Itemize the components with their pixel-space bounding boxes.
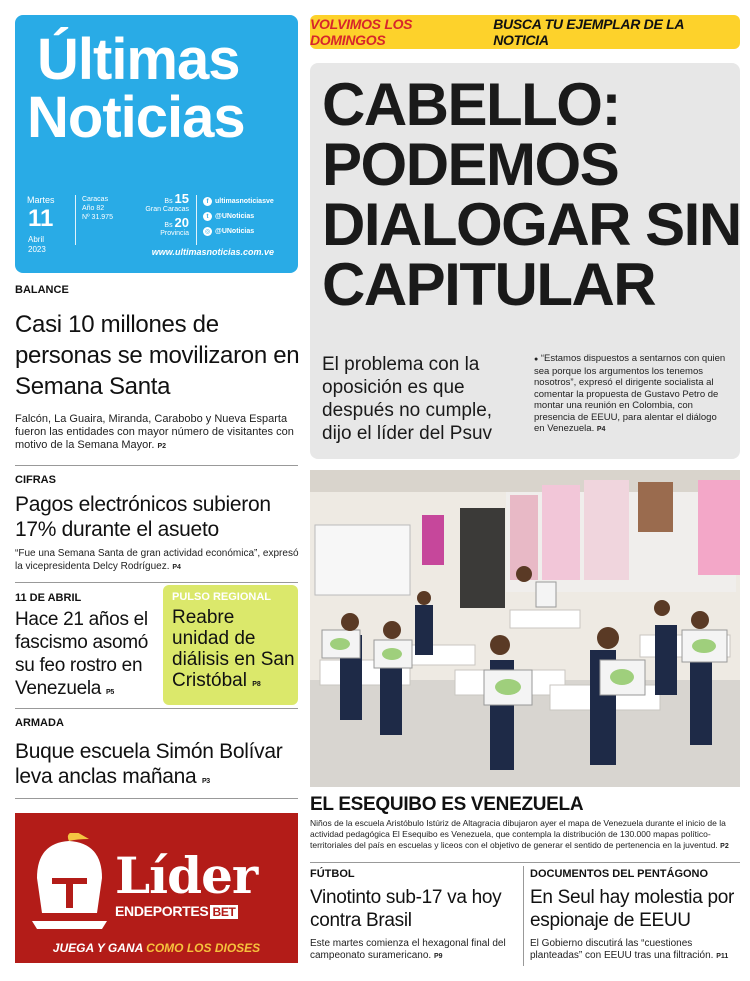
gladiator-helmet-icon	[27, 833, 112, 933]
top-banner[interactable]	[310, 15, 740, 49]
divider	[15, 582, 298, 583]
armada-kicker: ARMADA	[15, 717, 64, 729]
classroom-photo	[310, 470, 740, 787]
futbol-body: Este martes comienza el hexagonal final del campeonato suramericano. P9	[310, 938, 506, 961]
cifras-body: “Fue una Semana Santa de gran actividad económica”, expresó la vicepresidenta Delcy Rodríguez. P4	[15, 548, 299, 572]
date-month-year: Abril 2023	[28, 235, 46, 254]
pentagono-kicker: DOCUMENTOS DEL PENTÁGONO	[530, 868, 709, 880]
masthead	[15, 15, 298, 273]
logo-line-1: Últimas	[37, 27, 240, 92]
price-caracas: Bs 15 Gran Caracas	[145, 191, 189, 213]
abril-headline[interactable]: Hace 21 años el fascismo asomó su feo rostro en Venezuela P5	[15, 609, 149, 699]
facebook-icon: f	[203, 197, 212, 206]
price-provincia: Bs 20 Provincia	[160, 215, 189, 237]
ad-subtitle: ENDEPORTES BET	[115, 903, 236, 919]
instagram-icon: ◎	[204, 229, 211, 235]
social-instagram[interactable]: ◎ @UNoticias	[204, 228, 255, 235]
balance-headline[interactable]: Casi 10 millones de personas se movilizaron en Semana Santa	[15, 311, 300, 400]
pentagono-headline[interactable]: En Seul hay molestia por espionaje de EEUU	[530, 887, 735, 931]
armada-headline[interactable]: Buque escuela Simón Bolívar leva anclas mañana P3	[15, 740, 283, 788]
lider-ad[interactable]	[15, 813, 298, 963]
divider	[15, 708, 298, 709]
regional-headline: Reabre unidad de diálisis en San Cristóbal P8	[172, 607, 295, 691]
main-side-text: ● “Estamos dispuestos a sentarnos con quien sea porque los argumentos los tenemos nosotros”, expresó el dirigente socialista al comentar la propuesta de Gustavo Petro de montar una reunión en Colombia, con presencia de EEUU, para alentar el diálogo en Venezuela. P4	[534, 353, 726, 434]
esequibo-body: Niños de la escuela Aristóbulo Istúriz de Altagracia dibujaron ayer el mapa de Venezuela durante el inicio de la actividad pedagógica El Esequibo es Venezuela, que contempla la distribución de 130.000 mapas político-territoriales del país en escuelas y liceos con el objetivo de generar el sentido de pertenencia en la juventud. P2	[310, 818, 729, 850]
social-twitter[interactable]: t @UNoticias	[203, 212, 254, 221]
banner-black-text: BUSCA TU EJEMPLAR DE LA NOTICIA	[493, 16, 684, 48]
regional-box[interactable]	[163, 585, 298, 705]
futbol-headline[interactable]: Vinotinto sub-17 va hoy contra Brasil	[310, 887, 502, 931]
divider	[310, 862, 740, 863]
main-subhead: El problema con la oposición es que después no cumple, dijo el líder del Psuv	[322, 354, 493, 444]
divider	[523, 866, 524, 966]
futbol-kicker: FÚTBOL	[310, 868, 355, 880]
ad-title: Líder	[115, 846, 258, 905]
cifras-kicker: CIFRAS	[15, 474, 56, 486]
esequibo-headline[interactable]: EL ESEQUIBO ES VENEZUELA	[310, 794, 584, 815]
main-headline: CABELLO: PODEMOS DIALOGAR SIN CAPITULAR	[322, 71, 741, 318]
pentagono-body: El Gobierno discutirá las “cuestiones planteadas” con EEUU tras una filtración. P11	[530, 938, 729, 961]
main-story[interactable]	[310, 63, 740, 459]
site-url[interactable]: www.ultimasnoticias.com.ve	[151, 247, 274, 257]
divider	[75, 195, 76, 245]
twitter-icon: t	[203, 212, 212, 221]
day-number: 11	[28, 205, 54, 232]
balance-body: Falcón, La Guaira, Miranda, Carabobo y Nueva Esparta fueron las entidades con mayor número de visitantes con motivo de la Semana Mayor. P2	[15, 413, 294, 451]
abril-kicker: 11 DE ABRIL	[15, 592, 82, 604]
weekday: Martes	[27, 195, 55, 205]
balance-kicker: BALANCE	[15, 284, 69, 296]
regional-kicker: PULSO REGIONAL	[172, 591, 272, 603]
banner-red-text: VOLVIMOS LOS DOMINGOS	[310, 16, 413, 48]
divider	[15, 465, 298, 466]
divider	[196, 195, 197, 245]
logo-line-2: Noticias	[27, 85, 245, 150]
social-facebook[interactable]: f ultimasnoticiasve	[203, 197, 274, 206]
cifras-headline[interactable]: Pagos electrónicos subieron 17% durante el asueto	[15, 493, 271, 541]
ad-tagline: JUEGA Y GANA COMO LOS DIOSES	[52, 941, 261, 955]
edition-info: Caracas Año 82 Nº 31.975	[82, 196, 113, 221]
photo-illustration	[310, 470, 740, 787]
divider	[15, 798, 298, 799]
